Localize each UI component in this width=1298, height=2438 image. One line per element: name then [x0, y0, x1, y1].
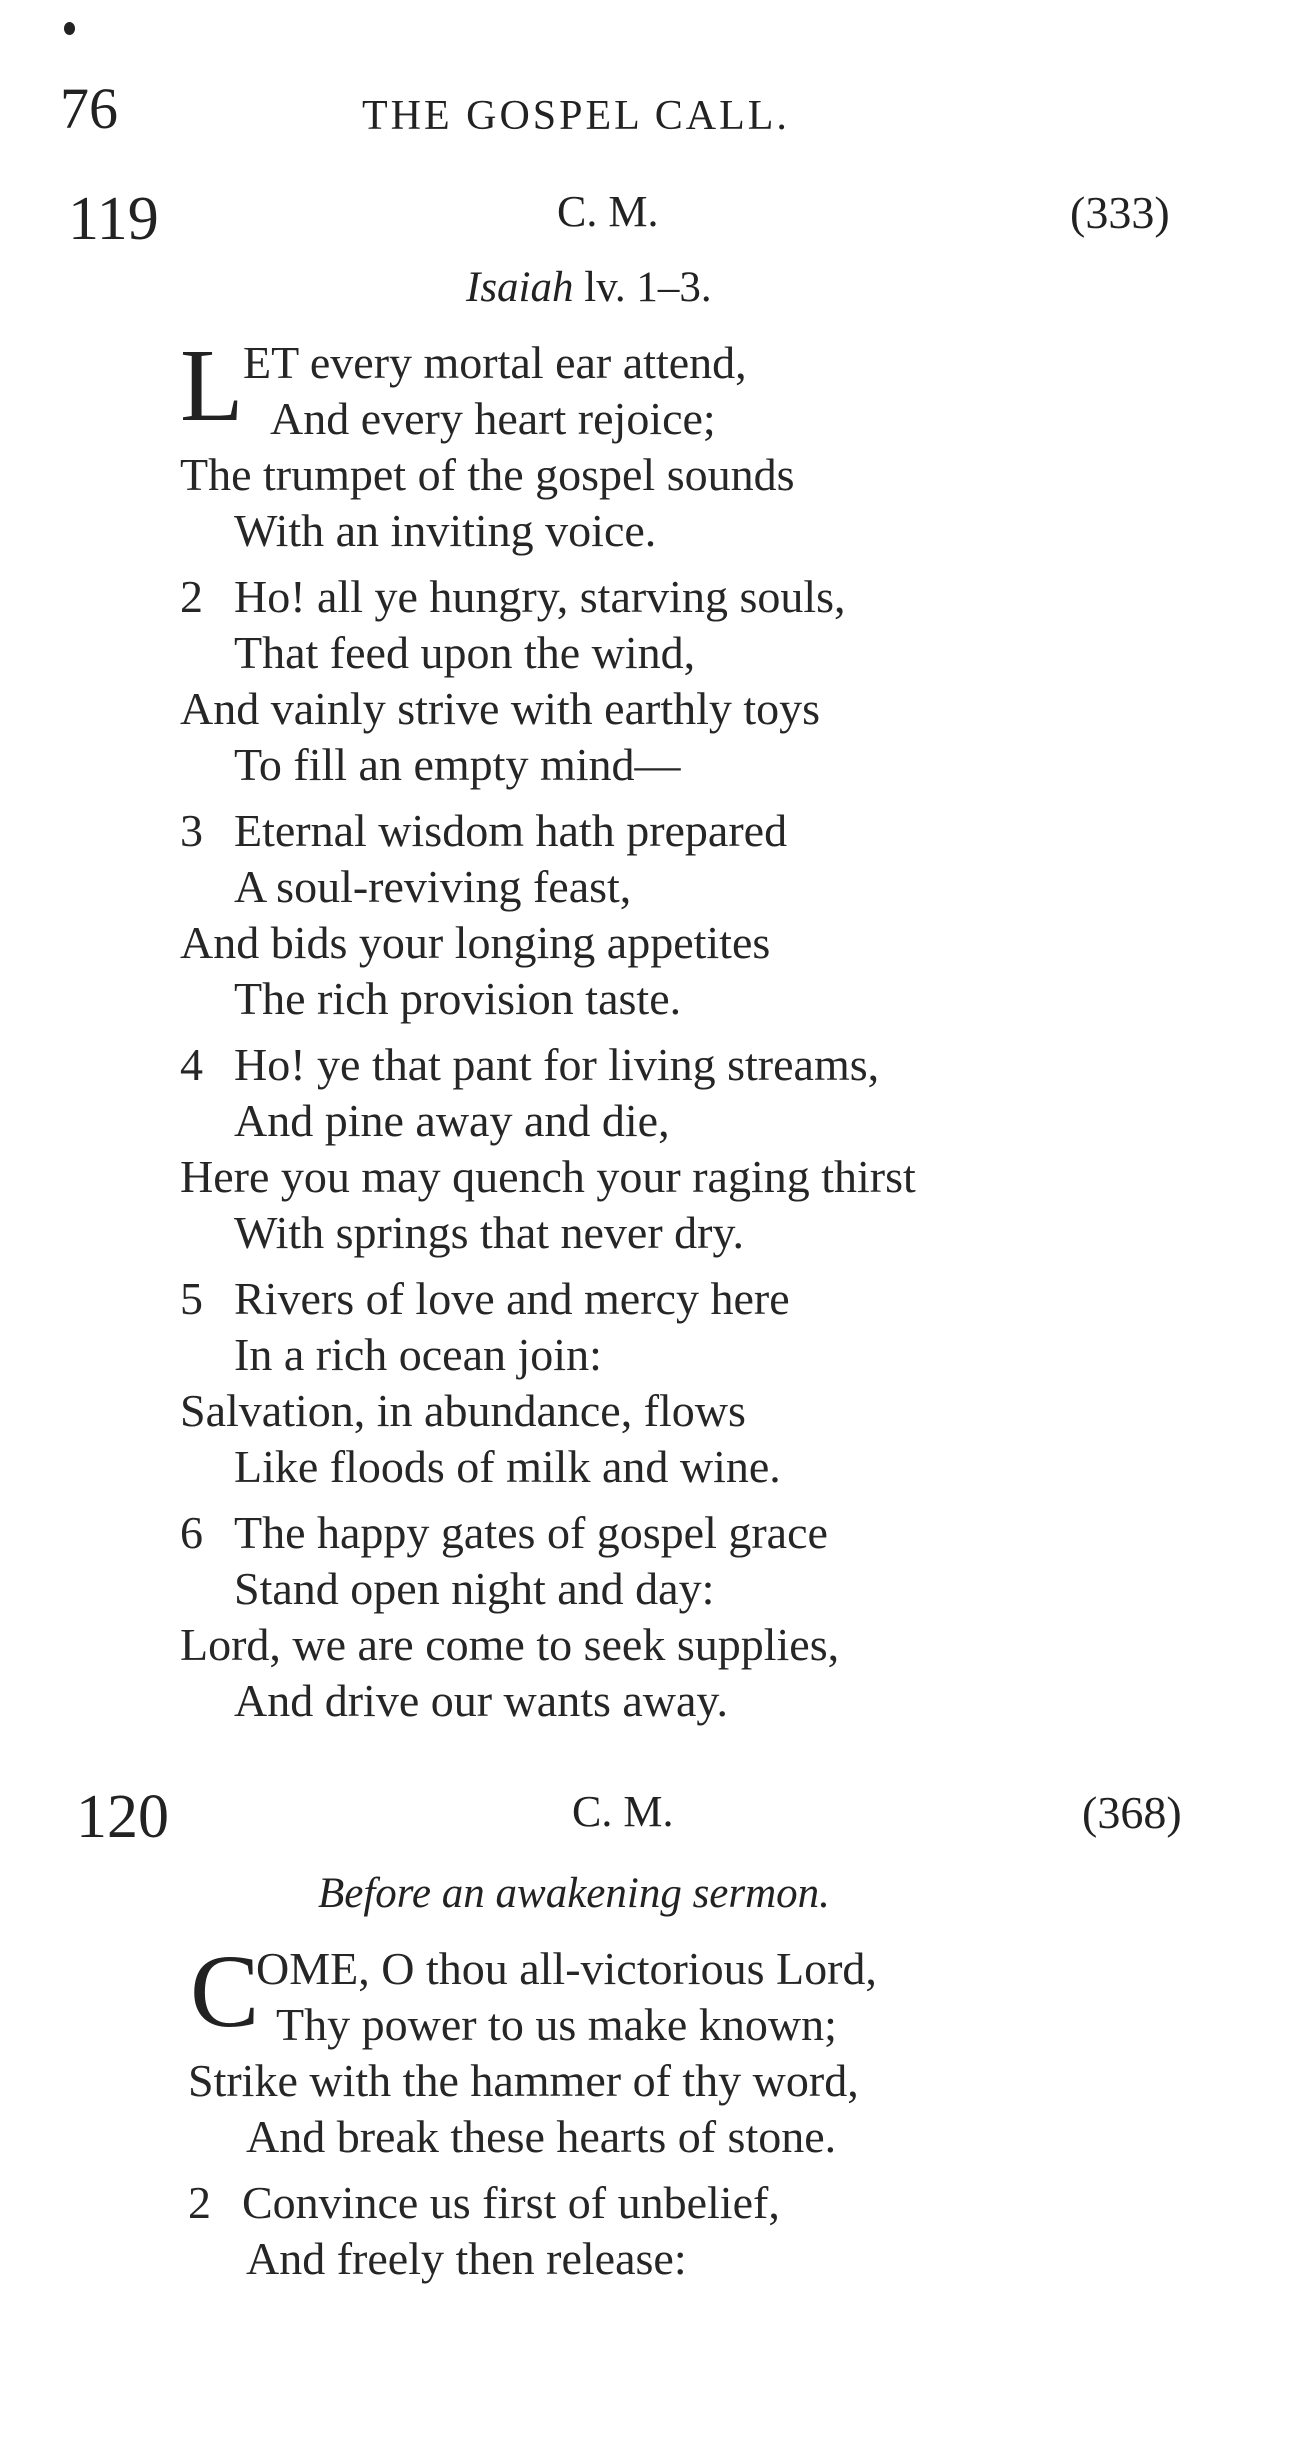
scripture-chapter: lv. 1–3.: [584, 264, 712, 311]
printer-mark: [64, 22, 75, 35]
verse-line: ET every mortal ear attend,: [243, 337, 747, 388]
verse-line: OME, O thou all-victorious Lord,: [256, 1943, 877, 1994]
verse-line: The trumpet of the gospel sounds: [180, 449, 795, 500]
verse-line: Like floods of milk and wine.: [234, 1441, 781, 1492]
verse-line: Strike with the hammer of thy word,: [188, 2055, 859, 2106]
verse-number: 4: [180, 1039, 203, 1090]
verse-line: And break these hearts of stone.: [246, 2111, 837, 2162]
verse-line: 4 Ho! ye that pant for living streams,: [180, 1039, 880, 1090]
verse-line: The rich provision taste.: [234, 973, 682, 1024]
verse-line: 5 Rivers of love and mercy here: [180, 1273, 790, 1324]
verse-line: Here you may quench your raging thirst: [180, 1151, 916, 1202]
verse-line: In a rich ocean join:: [234, 1329, 602, 1380]
verse-number: 6: [180, 1507, 203, 1558]
verse-line: And drive our wants away.: [234, 1675, 728, 1726]
verse-line: With an inviting voice.: [234, 505, 657, 556]
verse-number: 2: [180, 571, 203, 622]
hymn-number: 120: [76, 1783, 169, 1851]
verse-number: 5: [180, 1273, 203, 1324]
verse-number: 3: [180, 805, 203, 856]
hymn-number: 119: [68, 185, 159, 253]
hymn-occasion: Before an awakening sermon.: [318, 1870, 830, 1917]
verse-line: That feed upon the wind,: [234, 627, 696, 678]
drop-cap: L: [180, 328, 244, 443]
running-head: THE GOSPEL CALL.: [362, 93, 790, 139]
verse-line: And vainly strive with earthly toys: [180, 683, 821, 734]
verse-line: With springs that never dry.: [234, 1207, 744, 1258]
verse-line: And freely then release:: [246, 2233, 687, 2284]
scripture-book: Isaiah: [466, 264, 574, 311]
drop-cap: C: [190, 1934, 260, 2049]
verse-line: To fill an empty mind—: [234, 739, 681, 790]
verse-line: And every heart rejoice;: [270, 393, 716, 444]
verse-line: 3 Eternal wisdom hath prepared: [180, 805, 788, 856]
verse-line: 6 The happy gates of gospel grace: [180, 1507, 828, 1558]
verse-line: A soul-reviving feast,: [234, 861, 632, 912]
verse-line: Lord, we are come to seek supplies,: [180, 1619, 840, 1670]
hymn-tune-ref: (333): [1070, 187, 1170, 238]
hymn-meter: C. M.: [572, 1787, 674, 1836]
verse-line: Thy power to us make known;: [276, 1999, 837, 2050]
verse-line: 2 Ho! all ye hungry, starving souls,: [180, 571, 846, 622]
verse-line: And pine away and die,: [234, 1095, 670, 1146]
verse-line: Salvation, in abundance, flows: [180, 1385, 746, 1436]
verse-number: 2: [188, 2177, 211, 2228]
verse-line: 2 Convince us first of unbelief,: [188, 2177, 780, 2228]
verse-line: And bids your longing appetites: [180, 917, 771, 968]
verse-line: Stand open night and day:: [234, 1563, 715, 1614]
page-number: 76: [60, 76, 118, 141]
hymn-tune-ref: (368): [1082, 1787, 1182, 1838]
hymn-meter: C. M.: [557, 187, 659, 236]
scripture-reference: [466, 266, 712, 309]
